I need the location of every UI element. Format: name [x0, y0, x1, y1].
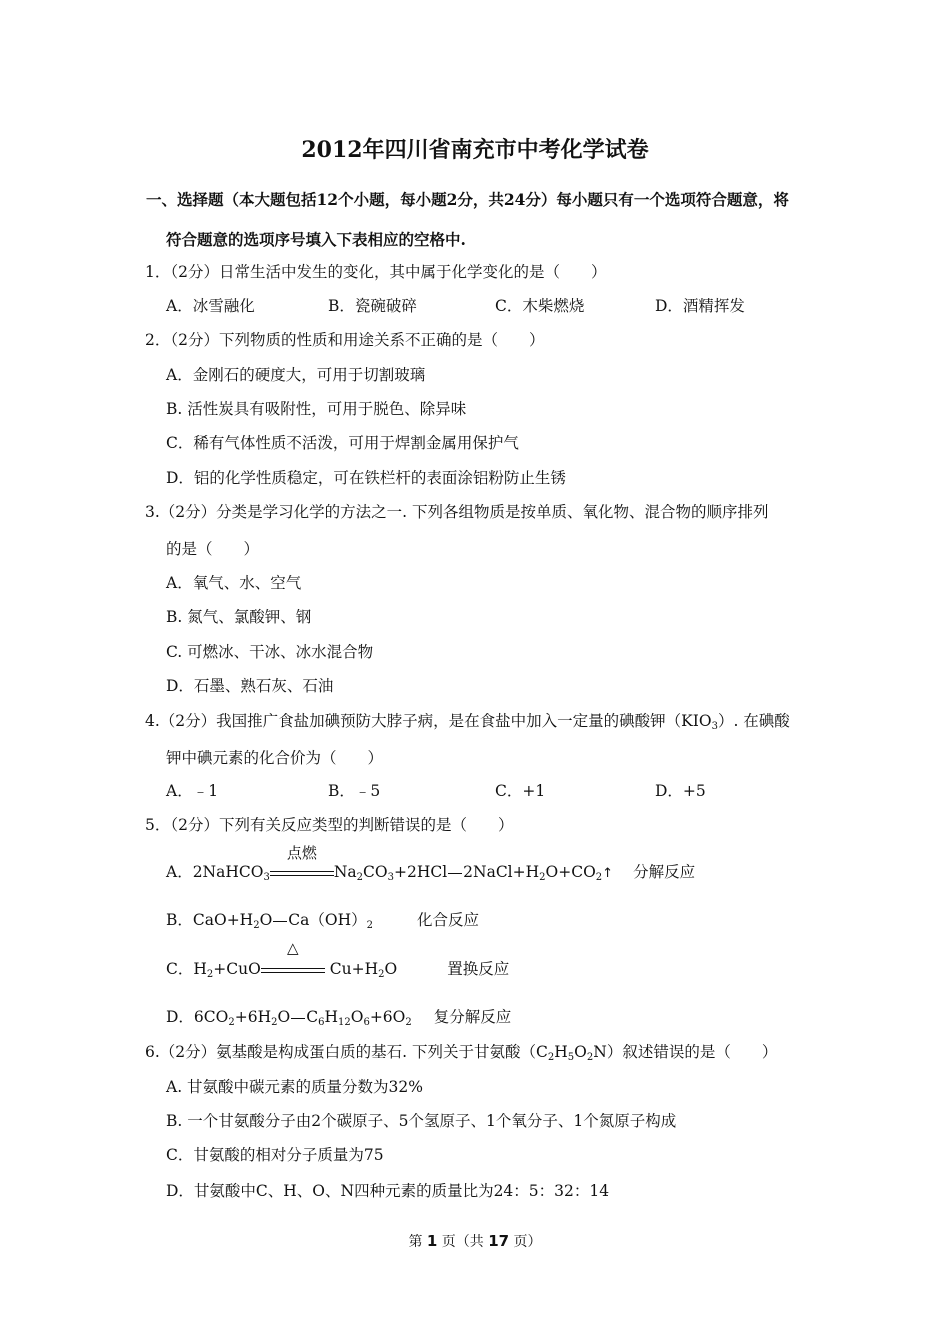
- question-2-stem: 2．（2分）下列物质的性质和用途关系不正确的是（ ）: [145, 331, 545, 349]
- question-1-option-b: B．瓷碗破碎: [328, 297, 417, 315]
- question-5-option-b: B．$CaO+H_2O$ $Ca(OH)_2$ 化合反应: [166, 911, 480, 931]
- question-3-option-a: A．氧气、水、空气: [166, 574, 302, 592]
- question-2-option-a: A．金刚石的硬度大，可用于切割玻璃: [166, 366, 426, 384]
- question-6-option-d: D．甘氨酸中C、H、O、N四种元素的质量比为24：5：32：14: [166, 1182, 610, 1200]
- question-5-option-a: A．2NaHCO$_3$ 点燃 $Na_2CO_3+2HCl$ $2NaCl+H_2O+CO_2↑$ 分解反应: [166, 844, 696, 883]
- question-3-stem-line2: 的是（ ）: [166, 540, 260, 558]
- section-heading-line1: 一、选择题（本大题包括12个小题，每小题2分，共24分）每小题只有一个选项符合题意，将: [146, 190, 789, 209]
- question-3-option-b: B. 氮气、氯酸钾、钢: [166, 608, 312, 626]
- question-1-option-c: C．木柴燃烧: [495, 297, 585, 315]
- question-3-stem-line1: 3.（2分）分类是学习化学的方法之一. 下列各组物质是按单质、氧化物、混合物的顺序排列: [145, 503, 769, 521]
- question-4-stem-line2: 钾中碘元素的化合价为（ ）: [166, 749, 384, 767]
- question-3-option-c: C. 可燃冰、干冰、冰水混合物: [166, 643, 374, 661]
- question-5-stem: 5．（2分）下列有关反应类型的判断错误的是（ ）: [145, 816, 514, 834]
- question-4-option-d: D．+5: [655, 782, 706, 800]
- question-5-option-c: C．$H_2+CuO$ △ $Cu+H_2O$ 置换反应: [166, 939, 510, 980]
- question-4-option-c: C．+1: [495, 782, 546, 800]
- question-2-option-b: B. 活性炭具有吸附性，可用于脱色、除异味: [166, 400, 467, 418]
- question-1-option-d: D．酒精挥发: [655, 297, 745, 315]
- page-number: 1: [426, 1232, 438, 1250]
- question-2-option-c: C．稀有气体性质不活泼，可用于焊割金属用保护气: [166, 434, 519, 452]
- question-4-stem-line1: 4.（2分）我国推广食盐加碘预防大脖子病，是在食盐中加入一定量的碘酸钾$(KIO_3)$. 在碘酸: [145, 712, 790, 732]
- question-5-option-d: D．$6CO_2+6H_2O$ $C_6H_{12}O_6+6O_2$ 复分解反应: [166, 1008, 512, 1028]
- question-4-option-b: B．﹣5: [328, 782, 381, 800]
- page-title: 2012年四川省南充市中考化学试卷: [301, 137, 649, 163]
- question-6-option-c: C．甘氨酸的相对分子质量为75: [166, 1146, 384, 1164]
- gas-up-arrow-icon: ↑: [602, 866, 614, 881]
- question-3-option-d: D．石墨、熟石灰、石油: [166, 677, 334, 695]
- page-total: 17: [488, 1232, 510, 1250]
- section-heading-line2: 符合题意的选项序号填入下表相应的空格中.: [166, 230, 466, 249]
- question-6-option-b: B. 一个甘氨酸分子由2个碳原子、5个氢原子、1个氧分子、1个氮原子构成: [166, 1112, 677, 1130]
- question-1-option-a: A．冰雪融化: [166, 297, 255, 315]
- page-footer: 第 1 页（共 17 页）: [408, 1232, 542, 1250]
- heat-condition-equals: △: [261, 963, 325, 977]
- reaction-condition-equals: 点燃: [270, 866, 334, 880]
- question-6-option-a: A. 甘氨酸中碳元素的质量分数为32%: [166, 1078, 423, 1096]
- question-2-option-d: D．铝的化学性质稳定，可在铁栏杆的表面涂铝粉防止生锈: [166, 469, 566, 487]
- question-1-stem: 1．（2分）日常生活中发生的变化，其中属于化学变化的是（ ）: [145, 263, 607, 281]
- question-4-option-a: A．﹣1: [166, 782, 219, 800]
- question-6-stem: 6.（2分）氨基酸是构成蛋白质的基石. 下列关于甘氨酸$(C_2H_5O_2N)$叙述错误的是（ ）: [145, 1043, 778, 1063]
